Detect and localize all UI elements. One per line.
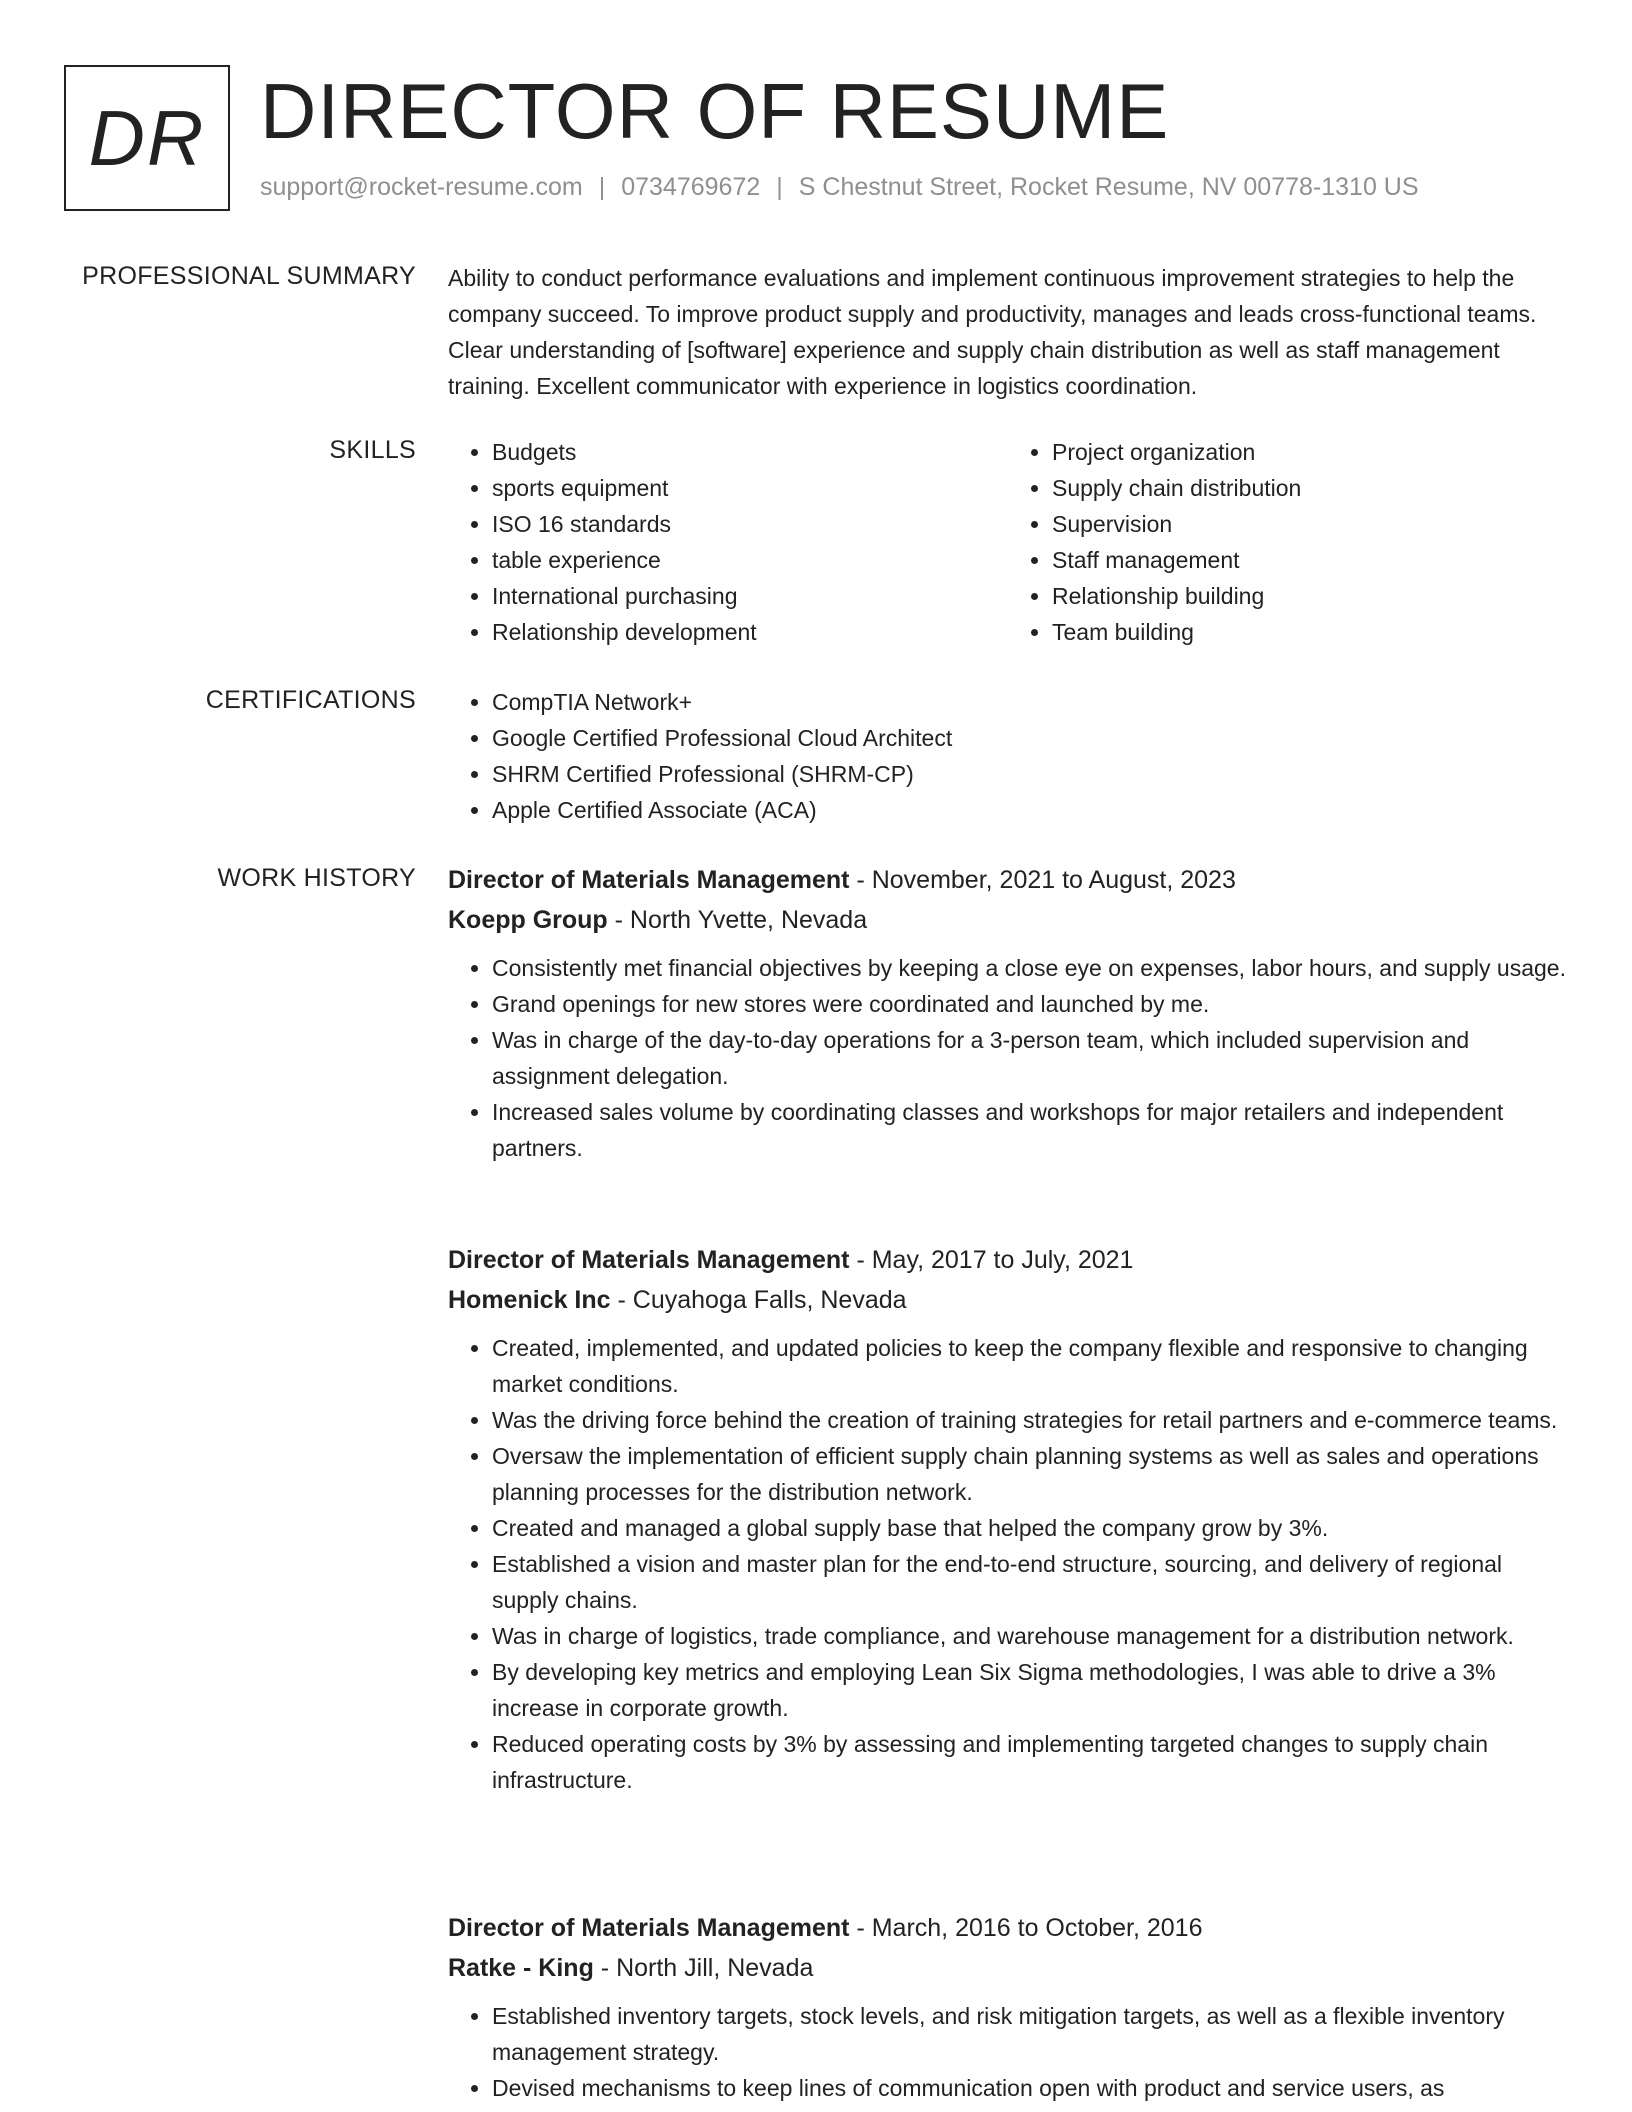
candidate-name: DIRECTOR OF RESUME	[260, 67, 1170, 155]
job-title-line	[448, 1240, 1568, 1280]
job-bullet-list	[448, 1330, 1568, 1798]
job-title: Director of Materials Management	[448, 866, 850, 894]
certifications-list	[448, 684, 1568, 828]
job-dates: - May, 2017 to July, 2021	[849, 1246, 1134, 1274]
job-bullet: • Was in charge of the day-to-day operations for a 3-person team, which included supervision and assignment delegation.	[492, 1022, 1568, 1094]
skill-item: • Staff management	[1052, 542, 1568, 578]
job-bullet: • Grand openings for new stores were coordinated and launched by me.	[492, 986, 1568, 1022]
job-bullet: • Increased sales volume by coordinating classes and workshops for major retailers and independent partners.	[492, 1094, 1568, 1166]
contact-line	[260, 173, 1419, 202]
job-bullet: • Was the driving force behind the creation of training strategies for retail partners and e-commerce teams.	[492, 1402, 1568, 1438]
contact-separator: |	[776, 173, 783, 201]
skill-item: • Supervision	[1052, 506, 1568, 542]
job-company: Ratke - King	[448, 1954, 594, 1982]
job-title: Director of Materials Management	[448, 1246, 850, 1274]
skill-item: • Team building	[1052, 614, 1568, 650]
job-bullet: • Created, implemented, and updated policies to keep the company flexible and responsive to changing market conditions.	[492, 1330, 1568, 1402]
skill-item: • Supply chain distribution	[1052, 470, 1568, 506]
job-company-line	[448, 900, 1568, 940]
job-bullet: • By developing key metrics and employing Lean Six Sigma methodologies, I was able to drive a 3% increase in corporate growth.	[492, 1654, 1568, 1726]
contact-email: support@rocket-resume.com	[260, 173, 583, 201]
monogram: DR	[88, 94, 206, 182]
contact-address: S Chestnut Street, Rocket Resume, NV 00778-1310 US	[798, 173, 1419, 201]
skill-item: • Project organization	[1052, 434, 1568, 470]
skills-body	[448, 434, 1568, 650]
job-company: Homenick Inc	[448, 1286, 611, 1314]
summary-body	[448, 260, 1568, 404]
job-entry	[448, 1908, 1568, 2106]
job-location: - North Jill, Nevada	[593, 1954, 814, 1982]
certification-item: • CompTIA Network+	[492, 684, 1568, 720]
skills-columns	[448, 434, 1568, 650]
skill-item: • table experience	[492, 542, 1008, 578]
job-bullet-list	[448, 950, 1568, 1166]
section-label-work-history: WORK HISTORY	[217, 864, 416, 892]
contact-separator: |	[598, 173, 606, 201]
job-company: Koepp Group	[448, 906, 608, 934]
resume-header	[64, 65, 1584, 211]
job-bullet: • Reduced operating costs by 3% by assessing and implementing targeted changes to supply chain infrastructure.	[492, 1726, 1568, 1798]
monogram-box	[64, 65, 230, 211]
job-company-line	[448, 1948, 1568, 1988]
skill-item: • Relationship building	[1052, 578, 1568, 614]
job-dates: - November, 2021 to August, 2023	[849, 866, 1236, 894]
skill-item: • Budgets	[492, 434, 1008, 470]
summary-text: Ability to conduct performance evaluations and implement continuous improvement strategies to help the company succeed. To improve product supply and productivity, manages and leads cross-functional teams. Clear understanding of [software] experience and supply chain distribution as well as staff management training. Excellent communicator with experience in logistics coordination.	[448, 265, 1537, 399]
job-bullet: • Established inventory targets, stock levels, and risk mitigation targets, as well as a flexible inventory management strategy.	[492, 1998, 1568, 2070]
skill-item: • ISO 16 standards	[492, 506, 1008, 542]
certification-item: • SHRM Certified Professional (SHRM-CP)	[492, 756, 1568, 792]
job-bullet: • Established a vision and master plan for the end-to-end structure, sourcing, and delivery of regional supply chains.	[492, 1546, 1568, 1618]
job-entry	[448, 860, 1568, 1166]
job-company-line	[448, 1280, 1568, 1320]
skills-list-left	[448, 434, 1008, 650]
skill-item: • International purchasing	[492, 578, 1008, 614]
job-bullet: • Oversaw the implementation of efficient supply chain planning systems as well as sales and operations planning processes for the distribution network.	[492, 1438, 1568, 1510]
section-label-skills: SKILLS	[329, 436, 416, 464]
job-dates: - March, 2016 to October, 2016	[849, 1914, 1203, 1942]
job-bullet: • Devised mechanisms to keep lines of communication open with product and service users, as	[492, 2070, 1568, 2106]
job-title-line	[448, 1908, 1568, 1948]
section-label-certifications: CERTIFICATIONS	[205, 686, 416, 714]
skill-item: • sports equipment	[492, 470, 1008, 506]
skills-list-right	[1008, 434, 1568, 650]
job-bullet: • Consistently met financial objectives by keeping a close eye on expenses, labor hours, and supply usage.	[492, 950, 1568, 986]
certifications-body	[448, 684, 1568, 828]
job-title-line	[448, 860, 1568, 900]
job-location: - North Yvette, Nevada	[607, 906, 868, 934]
job-bullet: • Created and managed a global supply base that helped the company grow by 3%.	[492, 1510, 1568, 1546]
job-bullet-list	[448, 1998, 1568, 2106]
skill-item: • Relationship development	[492, 614, 1008, 650]
section-label-summary: PROFESSIONAL SUMMARY	[82, 262, 416, 290]
job-bullet: • Was in charge of logistics, trade compliance, and warehouse management for a distribution network.	[492, 1618, 1568, 1654]
contact-phone: 0734769672	[621, 173, 761, 201]
job-title: Director of Materials Management	[448, 1914, 850, 1942]
job-location: - Cuyahoga Falls, Nevada	[610, 1286, 907, 1314]
certification-item: • Apple Certified Associate (ACA)	[492, 792, 1568, 828]
job-entry	[448, 1240, 1568, 1798]
certification-item: • Google Certified Professional Cloud Architect	[492, 720, 1568, 756]
